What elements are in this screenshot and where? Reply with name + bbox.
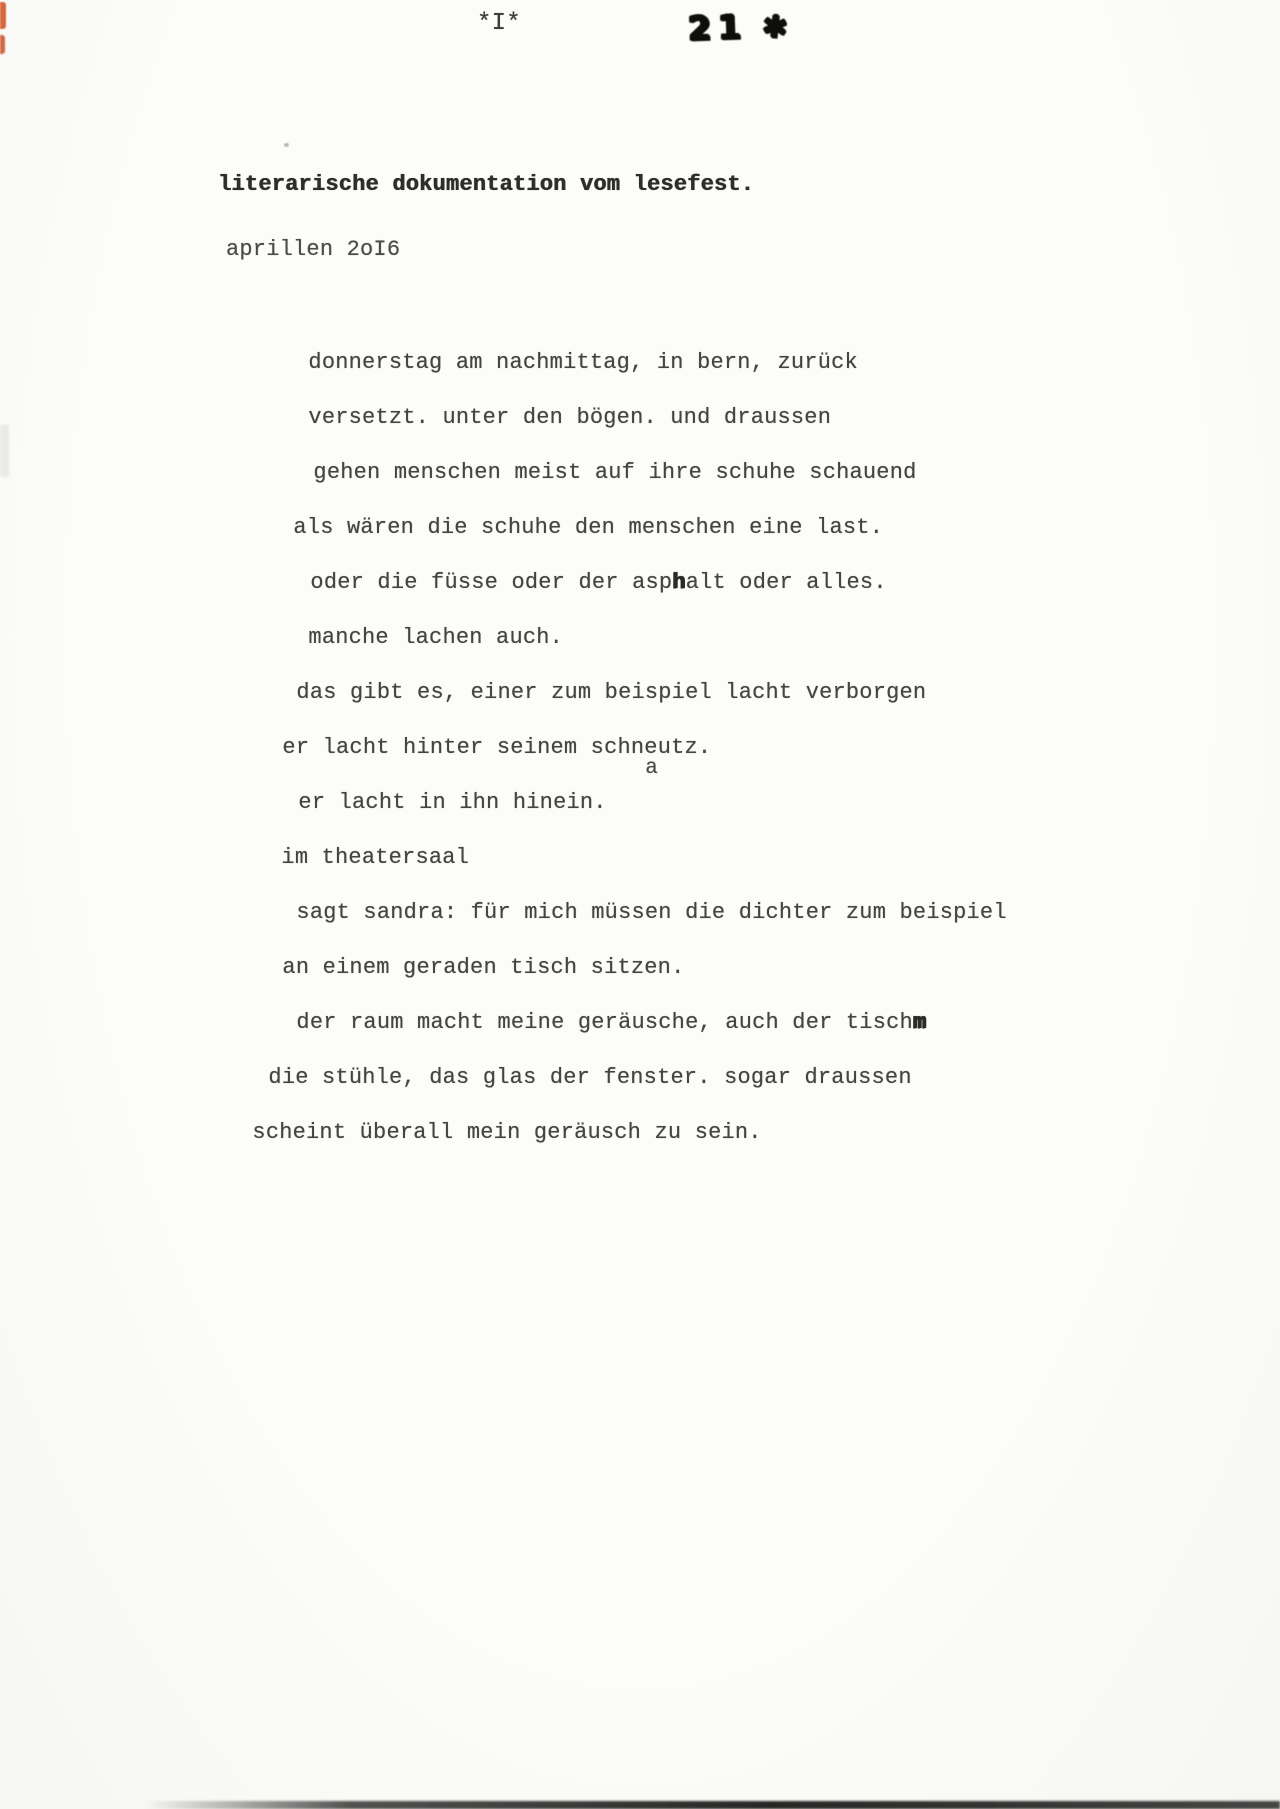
page-number-stamp	[687, 6, 790, 49]
poem-line-text: er lacht hinter seinem schn	[282, 735, 645, 760]
overstruck-char: m	[912, 1010, 927, 1035]
poem-line-text: alt oder alles.	[685, 570, 887, 595]
poem-line-text: der raum macht meine geräusche, auch der tisch	[296, 1010, 913, 1035]
poem-line-text: sagt sandra: für mich müssen die dichter zum beispiel	[296, 900, 1007, 925]
poem-line-text: scheint überall mein geräusch zu sein.	[252, 1120, 762, 1145]
poem-line	[0, 315, 1280, 375]
poem-line-text: utz.	[657, 735, 712, 760]
scan-bottom-shadow-artifact	[145, 1801, 1280, 1809]
poem-line-text: gehen menschen meist auf ihre schuhe schauend	[313, 460, 917, 485]
poem-line-text: das gibt es, einer zum beispiel lacht verborgen	[296, 680, 927, 705]
section-number-mark: *I*	[477, 10, 521, 37]
corrected-char-anchor	[644, 732, 659, 780]
poem-line	[0, 810, 1280, 870]
scan-edge-artifact	[0, 425, 9, 477]
poem-line-text: im theatersaal	[281, 845, 470, 870]
poem-line-text: e	[644, 735, 658, 760]
document-date: aprillen 2oI6	[226, 237, 401, 262]
typed-correction-below: a	[645, 757, 659, 780]
poem-line-text: donnerstag am nachmittag, in bern, zurück	[308, 350, 858, 375]
document-title: literarische dokumentation vom lesefest.	[218, 172, 755, 197]
poem-line-text: an einem geraden tisch sitzen.	[282, 955, 685, 980]
poem-line-text: als wären die schuhe den menschen eine last.	[293, 515, 884, 540]
overstruck-char: h	[672, 570, 686, 595]
poem-line-text: manche lachen auch.	[308, 625, 564, 650]
scan-edge-artifact	[0, 35, 5, 54]
poem-line-text: er lacht in ihn hinein.	[298, 790, 607, 815]
stamp-asterisk-icon: ✱	[760, 8, 790, 47]
stamp-number: 21	[687, 6, 749, 49]
poem-line	[0, 865, 1280, 925]
scan-edge-artifact	[0, 2, 6, 29]
poem-line	[0, 645, 1280, 705]
poem-line-text: versetzt. unter den bögen. und draussen	[308, 405, 832, 430]
poem-body	[0, 315, 1280, 1145]
scan-speck-artifact	[284, 143, 289, 147]
poem-line-text: die stühle, das glas der fenster. sogar draussen	[268, 1065, 912, 1090]
poem-line-text: oder die füsse oder der asp	[310, 570, 673, 595]
